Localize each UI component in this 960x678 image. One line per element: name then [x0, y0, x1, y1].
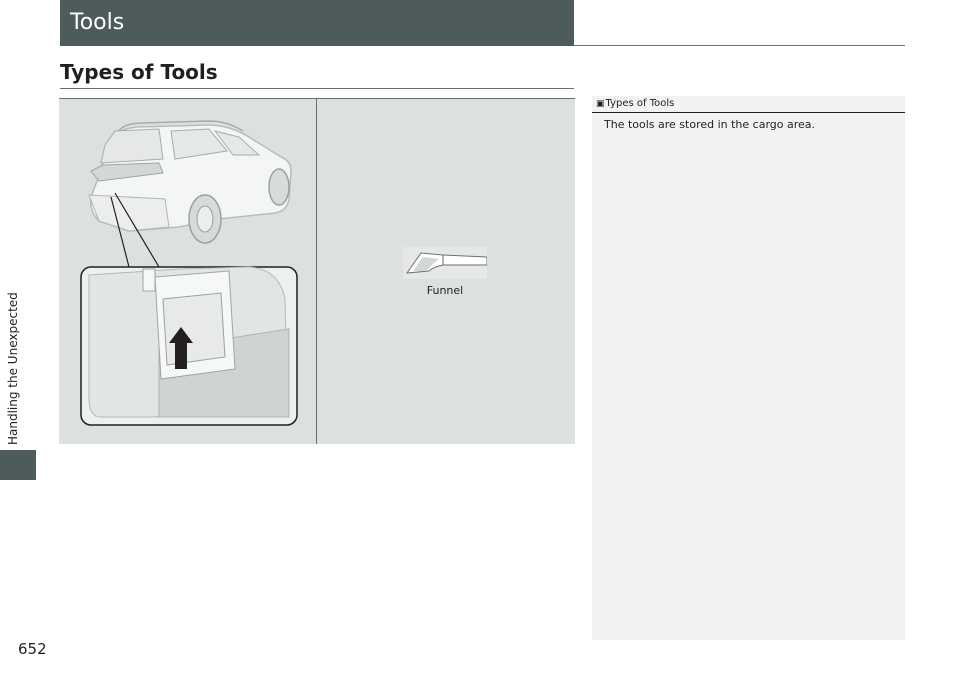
funnel-label: Funnel: [426, 284, 464, 297]
funnel-illustration: [403, 247, 487, 279]
sidebar-note: [592, 96, 905, 640]
chapter-label: Handling the Unexpected: [6, 292, 20, 445]
page-number: 652: [18, 640, 47, 658]
section-heading: Types of Tools: [60, 60, 218, 84]
title-rule: [574, 45, 905, 46]
sidebar-title-row: [596, 98, 674, 109]
reference-icon: ▣: [596, 99, 605, 109]
sidebar-text: The tools are stored in the cargo area.: [604, 118, 816, 131]
section-rule: [60, 88, 574, 89]
page-title: Tools: [60, 0, 574, 46]
vehicle-illustration: [59, 99, 316, 444]
vehicle-cargo-illustration: [59, 99, 316, 444]
funnel-panel: [317, 99, 575, 444]
tools-figure: [59, 98, 575, 444]
chapter-marker: [0, 450, 36, 480]
sidebar-rule: [592, 112, 905, 113]
chapter-side-tab: [0, 0, 36, 678]
sidebar-title: Types of Tools: [605, 98, 675, 109]
